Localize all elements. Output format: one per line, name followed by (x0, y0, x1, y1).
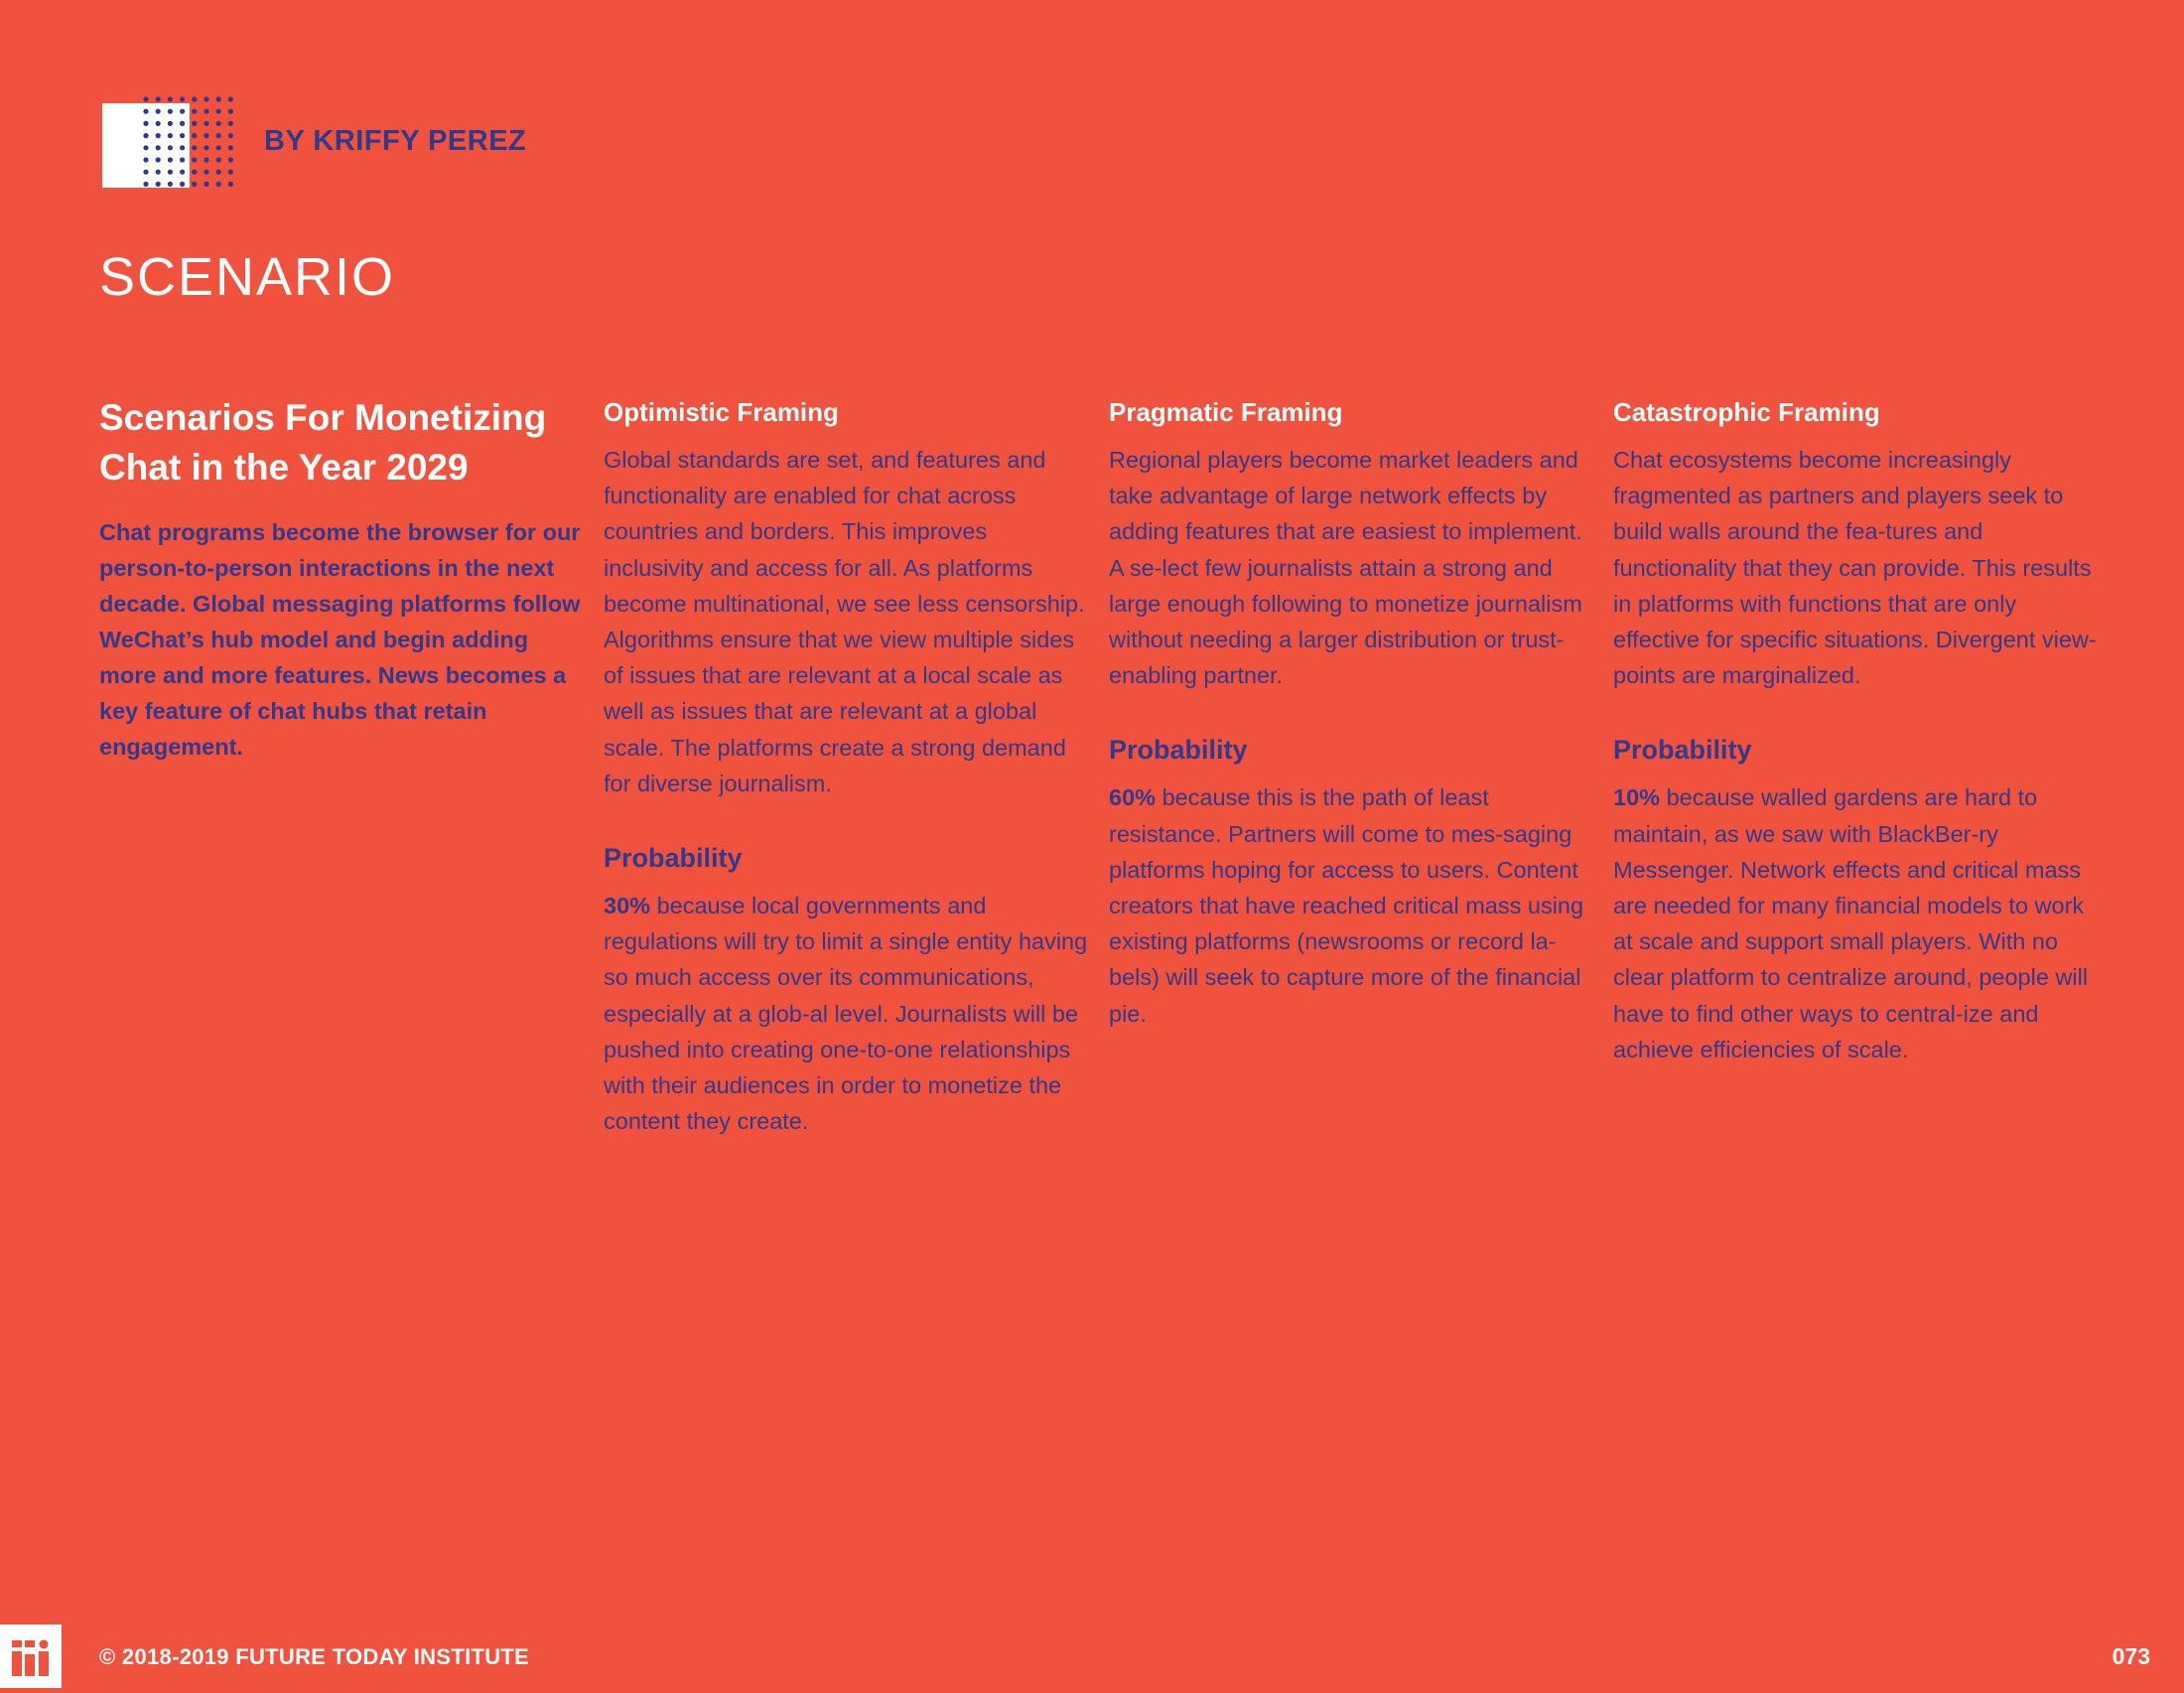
probability-heading: Probability (1109, 735, 1248, 766)
intro-column (99, 397, 586, 765)
fti-logo-icon (0, 1624, 62, 1688)
probability-text (604, 888, 1092, 1139)
scenario-heading: Catastrophic Framing (1613, 397, 1880, 427)
probability-heading: Probability (1613, 735, 1752, 766)
intro-body: Chat programs become the browser for our person-to-person interactions in the next decade. Global messaging platforms follow WeChat’s hub model and begin adding more and more features. News becomes a key feature of chat hubs that retain engagement. (99, 519, 581, 760)
probability-heading: Probability (604, 843, 743, 874)
scenario-heading: Pragmatic Framing (1109, 397, 1343, 427)
probability-explanation: because walled gardens are hard to maintain, as we saw with BlackBer-ry Messenger. Network effects and critical mass are needed for many financial models to work at scale and support small players. With no clear platform to centralize around, people will have to find other ways to central-ize and achieve efficiencies of scale. (1613, 784, 2089, 1062)
probability-explanation: because local governments and regulations will try to limit a single entity having so much access over its communications, especially at a glob-al level. Journalists will be pushed into creating one-to-one relationships with their audiences in order to monetize the content they create. (604, 893, 1088, 1135)
probability-value: 10% (1613, 784, 1661, 811)
probability-explanation: because this is the path of least resistance. Partners will come to mes-saging platforms hoping for access to users. Content creators that have reached critical mass using existing platforms (newsrooms or record la-bels) will seek to capture more of the financial pie. (1109, 784, 1584, 1027)
scenario-column-pragmatic (1109, 397, 1597, 1032)
author-byline: BY KRIFFY PEREZ (264, 125, 527, 157)
page-number: 073 (2112, 1643, 2150, 1669)
probability-value: 30% (604, 893, 651, 919)
probability-text (1109, 779, 1597, 1031)
scenario-body: Regional players become market leaders and take advantage of large network effects by adding features that are easiest to implement. A se-lect few journalists attain a strong and large enough following to monetize journalism without needing a larger distribution or trust-enabling partner. (1109, 447, 1582, 689)
scenario-column-optimistic (604, 397, 1092, 1139)
scenario-body: Chat ecosystems become increasingly fragmented as partners and players seek to build walls around the fea-tures and functionality that they can provide. This results in platforms with functions that are only effective for specific situations. Divergent view-points are marginalized. (1613, 447, 2097, 689)
scenario-heading: Optimistic Framing (604, 397, 839, 427)
probability-value: 60% (1109, 784, 1157, 811)
section-title: SCENARIO (99, 247, 396, 307)
intro-heading: Scenarios For Monetizing Chat in the Year 2029 (99, 397, 547, 488)
footer-copyright: © 2018-2019 FUTURE TODAY INSTITUTE (99, 1644, 530, 1669)
scenario-body: Global standards are set, and features and functionality are enabled for chat across countries and borders. This improves inclusivity and access for all. As platforms become multinational, we see less censorship. Algorithms ensure that we view multiple sides of issues that are relevant at a local scale as well as issues that are relevant at a global scale. The platforms create a strong demand for diverse journalism. (604, 447, 1085, 796)
scenario-column-catastrophic (1613, 397, 2102, 1067)
dot-grid-logo-icon (99, 89, 238, 207)
probability-text (1613, 779, 2102, 1067)
